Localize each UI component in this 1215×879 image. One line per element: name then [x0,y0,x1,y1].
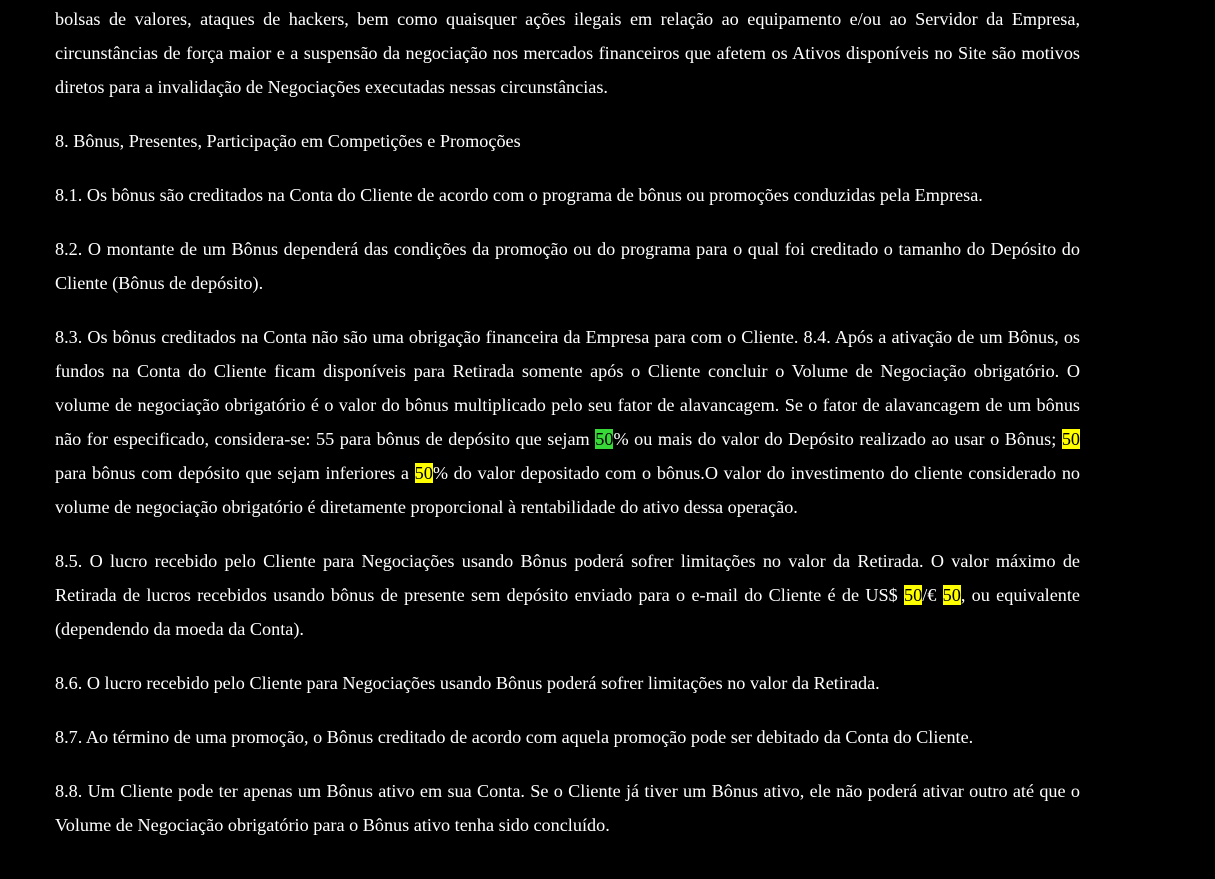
paragraph-intro: bolsas de valores, ataques de hackers, bem como quaisquer ações ilegais em relação ao equipamento e/ou ao Servidor da Empresa, circunstâncias de força maior e a suspensão da negociação nos mercados financeiros que afetem os Ativos disponíveis no Site são motivos diretos para a invalidação de Negociações executadas nessas circunstâncias. [55,9,1080,97]
paragraph-8-5 [55,544,1080,646]
paragraph-8-5-text-3: , ou equivalente (dependendo da moeda da Conta). [55,585,1080,639]
paragraph-8-5-text-2: /€ [922,585,943,605]
paragraph-8-3 [55,320,1080,524]
search-match: 50 [1061,429,1080,449]
section-heading-8: 8. Bônus, Presentes, Participação em Competições e Promoções [55,131,521,151]
paragraph-8-3-text-4: % do valor depositado com o bônus.O valor do investimento do cliente considerado no volume de negociação obrigatório é diretamente proporcional à rentabilidade do ativo dessa operação. [55,463,1081,517]
paragraph-8-3-text-3: para bônus com depósito que sejam inferiores a [55,463,415,483]
search-match: 50 [904,585,923,605]
paragraph-8-8: 8.8. Um Cliente pode ter apenas um Bônus ativo em sua Conta. Se o Cliente já tiver um Bônus ativo, ele não poderá ativar outro até que o Volume de Negociação obrigatório para o Bônus ativo tenha sido concluído. [55,781,1080,835]
paragraph-8-3-text-1: 8.3. Os bônus creditados na Conta não são uma obrigação financeira da Empresa para com o Cliente. 8.4. Após a ativação de um Bônus, os fundos na Conta do Cliente ficam disponíveis para Retirada somente após o Cliente concluir o Volume de Negociação obrigatório. O volume de negociação obrigatório é o valor do bônus multiplicado pelo seu fator de alavancagem. Se o fator de alavancagem de um bônus não for especificado, considera-se: 55 para bônus de depósito que sejam [55,327,1080,449]
paragraph-8-6: 8.6. O lucro recebido pelo Cliente para Negociações usando Bônus poderá sofrer limitações no valor da Retirada. [55,673,880,693]
paragraph-8-3-text-2: % ou mais do valor do Depósito realizado ao usar o Bônus; [613,429,1062,449]
search-match-current: 50 [595,429,614,449]
paragraph-8-5-text-1: 8.5. O lucro recebido pelo Cliente para Negociações usando Bônus poderá sofrer limitações no valor da Retirada. O valor máximo de Retirada de lucros recebidos usando bônus de presente sem depósito enviado para o e-mail do Cliente é de US$ [55,551,1080,605]
search-match: 50 [942,585,961,605]
search-match: 50 [414,463,433,483]
paragraph-8-1: 8.1. Os bônus são creditados na Conta do Cliente de acordo com o programa de bônus ou promoções conduzidas pela Empresa. [55,185,983,205]
paragraph-8-2: 8.2. O montante de um Bônus dependerá das condições da promoção ou do programa para o qual foi creditado o tamanho do Depósito do Cliente (Bônus de depósito). [55,239,1080,293]
paragraph-8-7: 8.7. Ao término de uma promoção, o Bônus creditado de acordo com aquela promoção pode ser debitado da Conta do Cliente. [55,727,974,747]
document-body [55,2,1080,862]
